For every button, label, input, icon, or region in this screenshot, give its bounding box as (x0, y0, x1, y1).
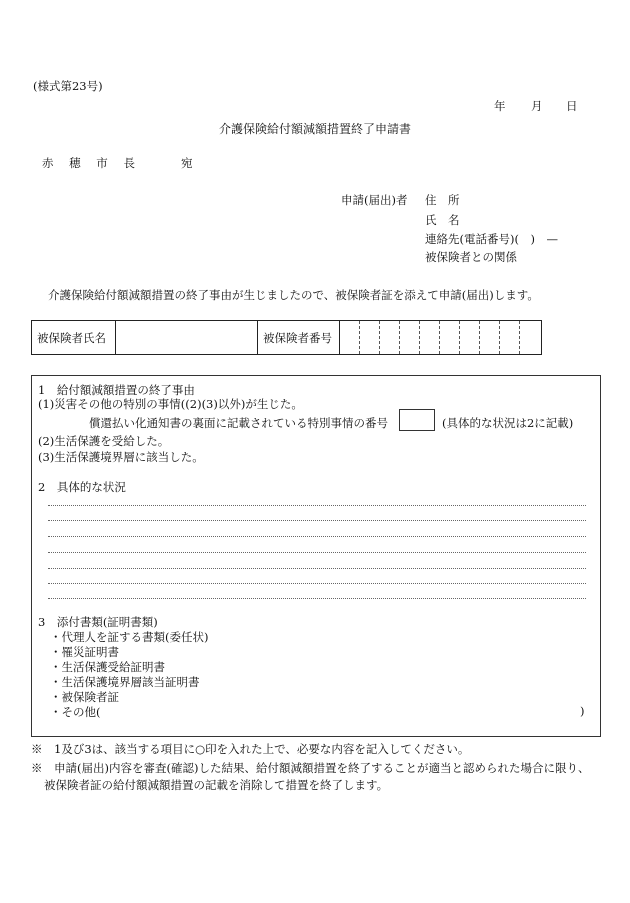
form-title: 介護保険給付額減額措置終了申請書 (218, 122, 411, 136)
attachment-item[interactable]: ・代理人を証する書類(委任状) (50, 630, 209, 644)
situation-line[interactable] (48, 536, 586, 537)
insured-number-digit[interactable] (340, 321, 360, 355)
insured-number-digit[interactable] (500, 321, 520, 355)
insured-table (31, 320, 542, 355)
insured-number-digit[interactable] (460, 321, 480, 355)
insured-number-digit[interactable] (380, 321, 400, 355)
relation-label: 被保険者との関係 (425, 250, 517, 264)
attachment-item[interactable]: ・被保険者証 (50, 690, 119, 704)
reason-item-3[interactable]: (3)生活保護境界層に該当した。 (38, 450, 204, 464)
insured-number-digit[interactable] (420, 321, 440, 355)
attachment-item[interactable]: ・罹災証明書 (50, 645, 119, 659)
details-box (31, 375, 601, 737)
insured-name-field[interactable] (116, 321, 258, 355)
reason-item-1-note: (具体的な状況は2に記載) (442, 416, 574, 430)
insured-name-label: 被保険者氏名 (32, 321, 116, 355)
addressee (42, 155, 198, 171)
attachment-item[interactable]: ・生活保護受給証明書 (50, 660, 165, 674)
situation-line[interactable] (48, 568, 586, 569)
insured-number-digit[interactable] (440, 321, 460, 355)
situation-line[interactable] (48, 520, 586, 521)
form-number: (様式第23号) (33, 79, 103, 93)
name-label: 氏 名 (425, 213, 460, 227)
address-label: 住 所 (425, 193, 460, 207)
addressee-name: 赤 穂 市 長 (42, 156, 141, 170)
date-month-label: 月 (531, 99, 543, 113)
intro-text: 介護保険給付額減額措置の終了事由が生じましたので、被保険者証を添えて申請(届出)します。 (48, 288, 539, 302)
reason-item-1-subtext: 償還払い化通知書の裏面に記載されている特別事情の番号 (89, 416, 388, 430)
insured-number-digit[interactable] (400, 321, 420, 355)
insured-number-label: 被保険者番号 (258, 321, 340, 355)
addressee-honorific: 宛 (180, 156, 199, 170)
applicant-heading: 申請(届出)者 (341, 193, 408, 207)
date-day-label: 日 (566, 99, 578, 113)
section1-heading: 1 給付額減額措置の終了事由 (38, 383, 195, 397)
insured-number-digit[interactable] (480, 321, 500, 355)
reason-item-2[interactable]: (2)生活保護を受給した。 (38, 434, 170, 448)
attachment-other-close: ) (580, 704, 585, 718)
date-year-label: 年 (494, 99, 506, 113)
note-2: ※ 申請(届出)内容を審査(確認)した結果、給付額減額措置を終了することが適当と認められた場合に限り、 (31, 761, 590, 775)
special-circumstance-number-box[interactable] (399, 409, 435, 431)
situation-line[interactable] (48, 505, 586, 506)
section2-heading: 2 具体的な状況 (38, 480, 126, 494)
insured-number-digit[interactable] (360, 321, 380, 355)
reason-item-1[interactable]: (1)災害その他の特別の事情((2)(3)以外)が生じた。 (38, 397, 303, 411)
situation-line[interactable] (48, 598, 586, 599)
insured-number-digit[interactable] (520, 321, 542, 355)
attachment-item[interactable]: ・生活保護境界層該当証明書 (50, 675, 200, 689)
note-1: ※ 1及び3は、該当する項目に○印を入れた上で、必要な内容を記入してください。 (31, 742, 470, 756)
situation-line[interactable] (48, 583, 586, 584)
situation-line[interactable] (48, 552, 586, 553)
attachment-other[interactable]: ・その他( (50, 705, 101, 719)
section3-heading: 3 添付書類(証明書類) (38, 615, 158, 629)
phone-label: 連絡先(電話番号)( ) — (425, 232, 558, 246)
note-2-continuation: 被保険者証の給付額減額措置の記載を消除して措置を終了します。 (44, 778, 389, 792)
